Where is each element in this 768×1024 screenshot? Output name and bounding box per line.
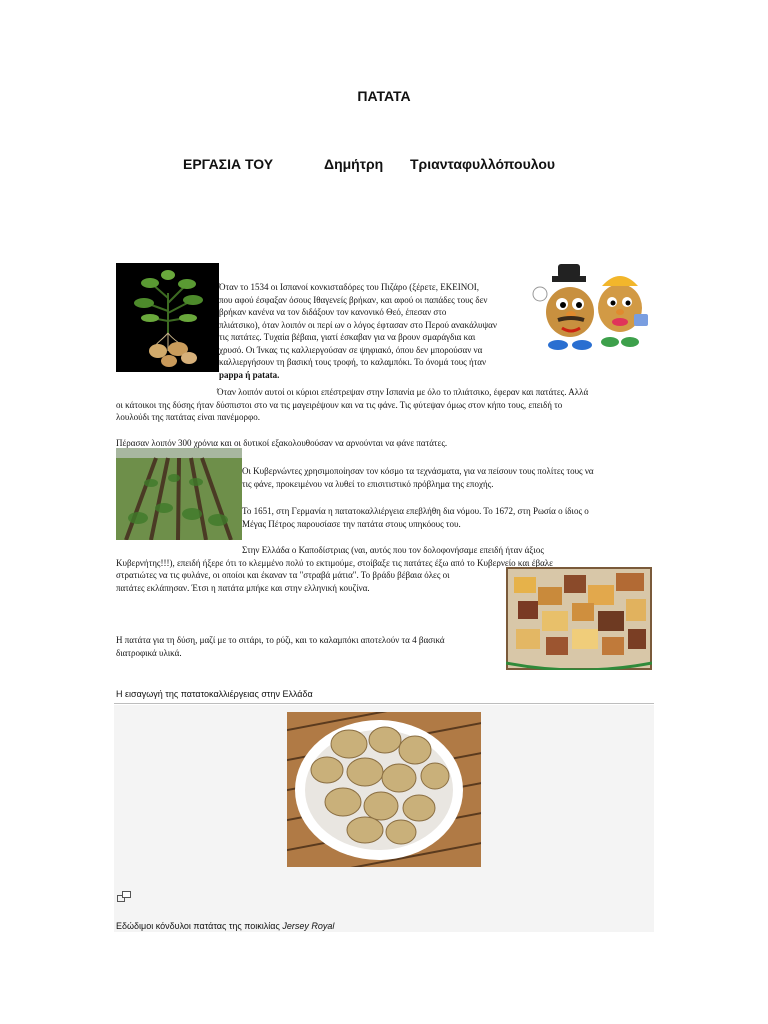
paragraph-7 xyxy=(116,634,506,659)
paragraph-1-line: χρυσό. Οι Ίνκας τις καλλιεργούσαν σε ψηφιακό, όπου δεν μπορούσαν να xyxy=(219,344,483,355)
paragraph-7-line: Η πατάτα για τη δύση, μαζί με το σιτάρι, το ρύζι, και το καλαμπόκι αποτελούν τα 4 βασικά xyxy=(116,635,445,645)
section-heading: Η εισαγωγή της πατατοκαλλιέργειας στην Ελλάδα xyxy=(116,689,313,699)
bowl-of-potatoes-image xyxy=(287,712,481,867)
author-first-name: Δημήτρη xyxy=(324,156,384,172)
paragraph-2 xyxy=(116,386,656,424)
paragraph-4 xyxy=(242,465,656,490)
figure-caption xyxy=(116,921,334,931)
paragraph-5 xyxy=(242,505,656,530)
paragraph-1-line: πλιάτσικο), όταν λοιπόν οι περί ων ο λόγος έφτασαν στο Περού ανακάλυψαν xyxy=(219,319,497,330)
paragraph-1-line: βρήκαν κανένα να τον διδάξουν τον κανονικό Θεό, έπεσαν στο xyxy=(219,307,447,317)
paragraph-2-line: οι κάτοικοι της δύσης ήταν δύσπιστοι στο να τις μαγειρέψουν και να τις φάνε. Τις φύτεψαν όμως στον κήπο τους, επειδή το xyxy=(116,399,563,410)
paragraph-3: Πέρασαν λοιπόν 300 χρόνια και οι δυτικοί εξακολουθούσαν να αρνούνται να φάνε πατάτες. xyxy=(116,438,448,448)
paragraph-6-line: Κυβερνήτης!!!), επειδή ήξερε ότι το κλεμμένο πολύ το εκτιμούμε, στοίβαξε τις πατάτες έξω από το Κυβερνείο και έβαλε xyxy=(116,557,553,568)
enlarge-icon[interactable] xyxy=(117,889,131,900)
section-divider xyxy=(114,703,654,704)
paragraph-6-line: στρατιώτες να τις φυλάνε, οι οποίοι και έκαναν τα "στραβά μάτια". Το βράδυ βέβαια όλες οι xyxy=(116,570,450,580)
paragraph-4-line: τις φάνε, προκειμένου να λυθεί το επισιτιστικό πρόβλημα της εποχής. xyxy=(242,478,494,489)
paragraph-1-line: τις πατάτες. Τυχαία βέβαια, γιατί έσκαβαν για να βρουν σμαράγδια και xyxy=(219,332,476,342)
paragraph-4-line: Οι Κυβερνώντες χρησιμοποίησαν τον κόσμο τα τεχνάσματα, για να πείσουν τους πολίτες τους να xyxy=(242,466,594,476)
paragraph-5-line: Μέγας Πέτρος παρουσίασε την πατάτα στους υπηκόους του. xyxy=(242,518,461,529)
figure-caption-prefix: Εδώδιμοι κόνδυλοι πατάτας της ποικιλίας xyxy=(116,921,283,931)
paragraph-2-line: λουλούδι της πατάτας είναι πανέμορφο. xyxy=(116,412,260,422)
paragraph-5-line: Το 1651, στη Γερμανία η πατατοκαλλιέργεια επεβλήθη δια νόμου. Το 1672, στη Ρωσία ο ίδιος ο xyxy=(242,506,589,516)
paragraph-1-line: pappa ή patata. xyxy=(219,369,280,380)
potato-plant-image xyxy=(116,263,219,372)
figure-caption-variety: Jersey Royal xyxy=(282,921,335,931)
paragraph-6-line: πατάτες εκλάπησαν. Έτσι η πατάτα μπήκε και στην ελληνική κουζίνα. xyxy=(116,582,370,593)
paragraph-6-line: Στην Ελλάδα ο Καποδίστριας (ναι, αυτός που τον δολοφονήσαμε επειδή ήταν άξιος xyxy=(242,545,544,555)
roasted-potatoes-image xyxy=(506,567,652,670)
paragraph-1-line: που αφού έσφαξαν όσους Ιθαγενείς βρήκαν, και αφού οι παπάδες τους δεν xyxy=(219,294,488,305)
paragraph-2-line: Όταν λοιπόν αυτοί οι κύριοι επέστρεψαν στην Ισπανία με όλο το πλιάτσικο, έφεραν και πατάτες. Αλλά xyxy=(217,387,589,397)
page-title: ΠΑΤΑΤΑ xyxy=(357,88,411,104)
potato-heads-cartoon-image xyxy=(530,262,654,352)
paragraph-1 xyxy=(219,281,529,381)
subtitle-prefix: ΕΡΓΑΣΙΑ ΤΟΥ xyxy=(183,156,274,172)
paragraph-1-line: καλλιεργήσουν τη βασική τους τροφή, το καλαμπόκι. Το όνομά τους ήταν xyxy=(219,357,487,367)
author-last-name: Τριανταφυλλόπουλου xyxy=(410,156,556,172)
paragraph-7-line: διατροφικά υλικά. xyxy=(116,647,182,658)
paragraph-1-line: Όταν το 1534 οι Ισπανοί κονκισταδόρες του Πιζάρο (ξέρετε, ΕΚΕΙΝΟΙ, xyxy=(219,282,479,292)
potato-field-image xyxy=(116,448,242,540)
